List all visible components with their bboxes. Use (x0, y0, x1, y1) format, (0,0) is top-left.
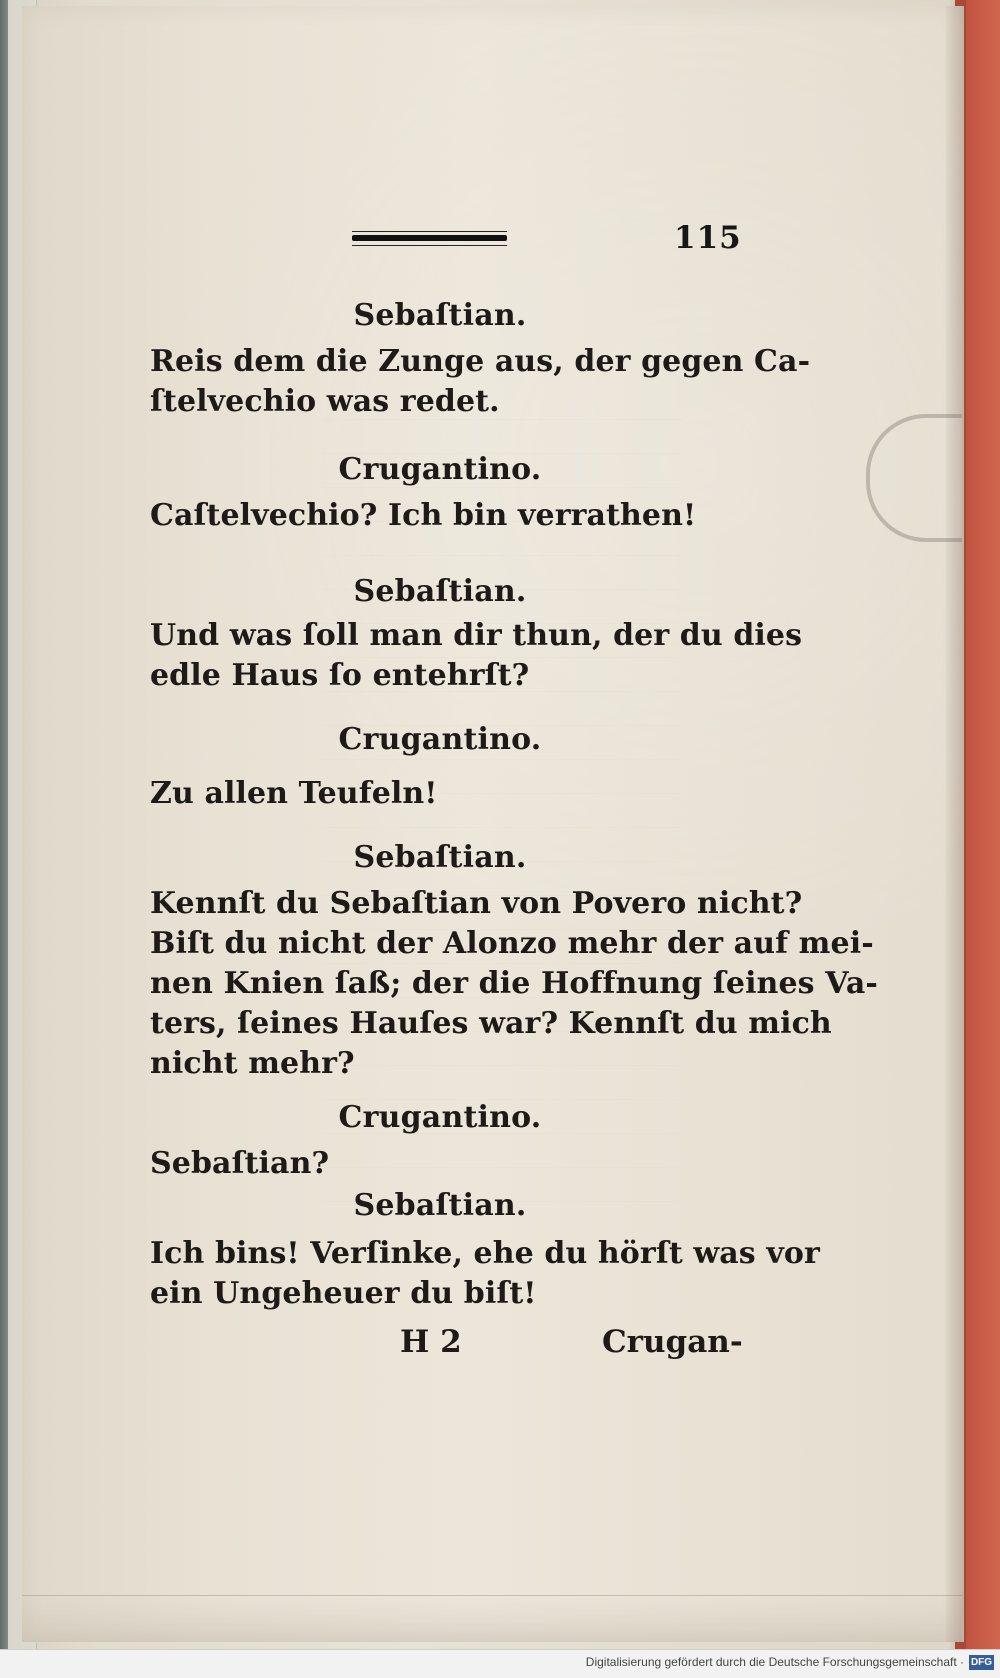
speaker-heading: Sebaſtian. (353, 574, 527, 609)
speech-line: ters, ſeines Hauſes war? Kennſt du mich (150, 1006, 832, 1041)
bleed-line (322, 692, 682, 726)
speaker-heading: Sebaſtian. (353, 1188, 527, 1223)
speech-line: nen Knien ſaß; der die Hoffnung ſeines Va- (150, 966, 878, 1001)
speech-line: Und was ſoll man dir thun, der du dies (150, 618, 803, 653)
speech-line: nicht mehr? (150, 1046, 355, 1081)
speech-line: Biſt du nicht der Alonzo mehr der auf mei- (150, 926, 874, 961)
speaker-heading: Crugantino. (338, 452, 542, 487)
speech-line: ſtelvechio was redet. (150, 384, 500, 419)
rule-line-top (352, 231, 507, 232)
page-edge (946, 6, 962, 1642)
page-number: 115 (674, 220, 742, 256)
footer-credit: Digitalisierung gefördert durch die Deutsche Forschungsgemeinschaft · (585, 1655, 964, 1669)
speech-line: ein Ungeheuer du biſt! (150, 1276, 537, 1311)
speaker-heading: Sebaſtian. (353, 298, 527, 333)
speaker-heading: Crugantino. (338, 1100, 542, 1135)
speech-line: Ich bins! Verſinke, ehe du hörſt was vor (150, 1236, 820, 1271)
speech-line: Reis dem die Zunge aus, der gegen Ca- (150, 344, 811, 379)
rule-line-bottom (352, 245, 507, 246)
speech-line: Zu allen Teufeln! (150, 776, 438, 811)
dfg-badge: DFG (970, 1657, 993, 1668)
footer-bar (0, 1649, 1000, 1678)
speech-line: Caſtelvechio? Ich bin verrathen! (150, 498, 697, 533)
book-page (22, 6, 964, 1642)
rule-line-main (352, 235, 507, 241)
speech-line: Sebaſtian? (150, 1146, 330, 1181)
speech-line: Kennſt du Sebaſtian von Povero nicht? (150, 886, 803, 921)
speaker-heading: Sebaſtian. (353, 840, 527, 875)
header-rule (352, 231, 507, 249)
page-tab-shadow (866, 414, 962, 542)
bleed-line (322, 420, 682, 454)
catchword: Crugan- (602, 1324, 743, 1360)
signature-mark: H 2 (400, 1324, 462, 1360)
speech-line: edle Haus ſo entehrſt? (150, 658, 530, 693)
speaker-heading: Crugantino. (338, 722, 542, 757)
